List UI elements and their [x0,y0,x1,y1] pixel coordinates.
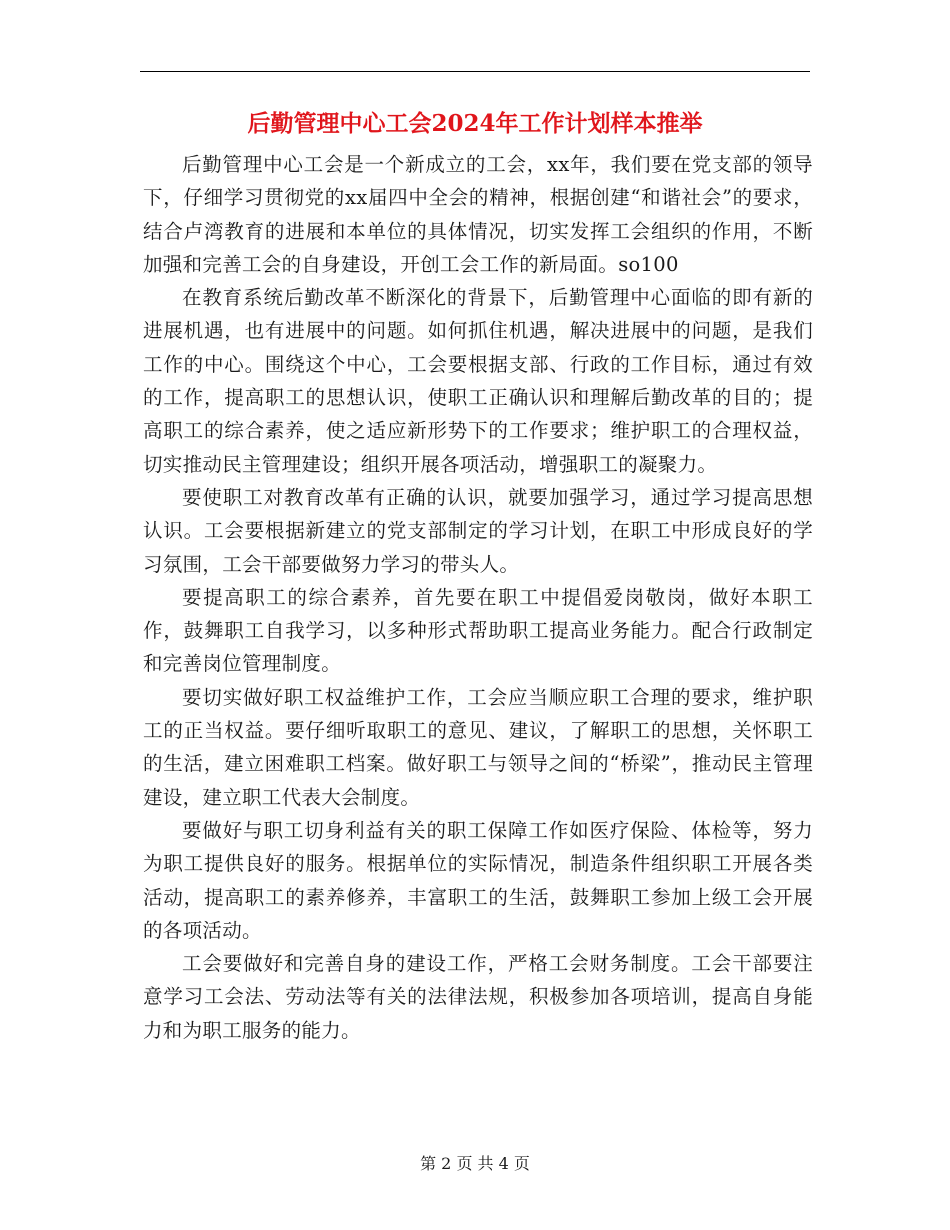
page-number-footer [0,1152,950,1176]
paragraph-rights: 要切实做好职工权益维护工作，工会应当顺应职工合理的要求，维护职工的正当权益。要仔细听取职工的意见、建议，了解职工的思想，关怀职工的生活，建立困难职工档案。做好职工与领导之间的“桥梁”，推动民主管理建设，建立职工代表大会制度。 [143,685,813,809]
paragraph-intro: 后勤管理中心工会是一个新成立的工会，xx年，我们要在党支部的领导下，仔细学习贯彻党的xx届四中全会的精神，根据创建“和谐社会”的要求，结合卢湾教育的进展和本单位的具体情况，切实发挥工会组织的作用，不断加强和完善工会的自身建设，开创工会工作的新局面。so100 [143,153,813,276]
header-rule [140,71,810,72]
paragraph-welfare: 要做好与职工切身利益有关的职工保障工作如医疗保险、体检等，努力为职工提供良好的服务。根据单位的实际情况，制造条件组织职工开展各类活动，提高职工的素养修养，丰富职工的生活，鼓舞职工参加上级工会开展的各项活动。 [143,818,813,942]
paragraph-study: 要使职工对教育改革有正确的认识，就要加强学习，通过学习提高思想认识。工会要根据新建立的党支部制定的学习计划，在职工中形成良好的学习氛围，工会干部要做努力学习的带头人。 [143,485,813,576]
page-number-label: 第 2 页 共 4 页 [420,1154,530,1173]
paragraph-quality: 要提高职工的综合素养，首先要在职工中提倡爱岗敬岗，做好本职工作，鼓舞职工自我学习，以多种形式帮助职工提高业务能力。配合行政制定和完善岗位管理制度。 [143,585,813,676]
document-title: 后勤管理中心工会2024年工作计划样本推举 [247,110,703,137]
document-body [143,148,813,1047]
paragraph-background: 在教育系统后勤改革不断深化的背景下，后勤管理中心面临的即有新的进展机遇，也有进展中的问题。如何抓住机遇，解决进展中的问题，是我们工作的中心。围绕这个中心，工会要根据支部、行政的工作目标，通过有效的工作，提高职工的思想认识，使职工正确认识和理解后勤改革的目的；提高职工的综合素养，使之适应新形势下的工作要求；维护职工的合理权益，切实推动民主管理建设；组织开展各项活动，增强职工的凝聚力。 [143,286,813,476]
paragraph-self-building: 工会要做好和完善自身的建设工作，严格工会财务制度。工会干部要注意学习工会法、劳动法等有关的法律法规，积极参加各项培训，提高自身能力和为职工服务的能力。 [143,952,813,1042]
